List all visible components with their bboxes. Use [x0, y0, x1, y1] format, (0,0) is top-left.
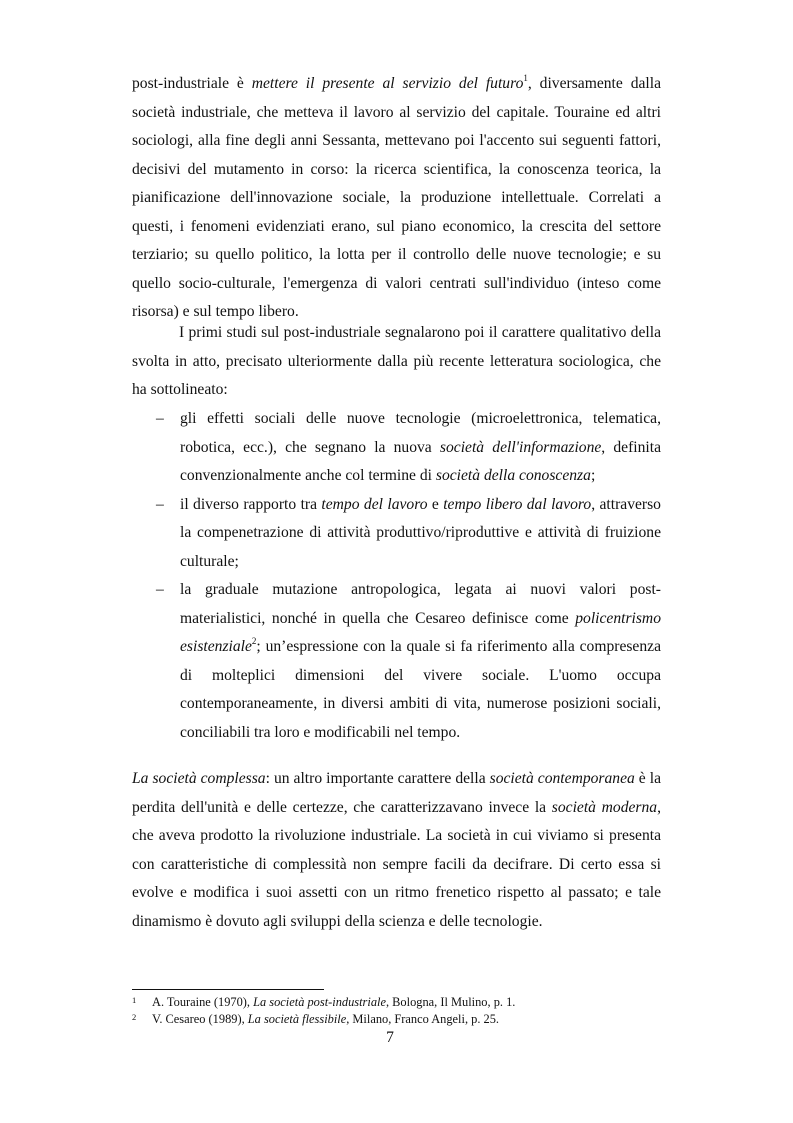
italic-run: società dell'informazione: [439, 438, 602, 456]
italic-run: La società post-industriale: [253, 995, 386, 1009]
text-run: , definita convenzionalmente anche col termine di: [180, 438, 661, 484]
paragraph-societa-complessa: [132, 765, 661, 936]
footnote-ref-1: 1: [523, 72, 528, 83]
text-run: , Bologna, Il Mulino, p. 1.: [385, 995, 516, 1009]
dash-list: [132, 405, 661, 747]
footnotes: [132, 994, 692, 1028]
text-run: A. Touraine (1970),: [152, 995, 254, 1009]
text-run: , Milano, Franco Angeli, p. 25.: [346, 1012, 500, 1026]
dash-bullet: –: [156, 410, 164, 427]
text-run: è la perdita dell'unità e delle certezze, che caratterizzavano invece la: [132, 770, 661, 816]
footnote-1: [132, 994, 692, 1011]
italic-run: tempo libero dal lavoro: [443, 495, 592, 513]
text-run: ; un’espressione con la quale si fa riferimento alla compresenza di molteplici dimensioni del vivere sociale. L'uomo occupa contemporaneamente, in diversi ambiti di vita, numerose posizioni sociali, conciliabili tra loro e modificabili nel tempo.: [180, 638, 661, 741]
footnote-number: 1: [132, 995, 137, 1005]
footnote-divider: [132, 989, 324, 990]
text-run: , che aveva prodotto la rivoluzione industriale. La società in cui viviamo si presenta con caratteristiche di complessità non sempre facili da decifrare. Di certo essa si evolve e modifica i suoi assetti con un ritmo frenetico rispetto al passato; e tale dinamismo è dovuto agli sviluppi della scienza e delle tecnologie.: [132, 798, 662, 930]
text-run: e: [427, 495, 444, 513]
text-run: , attraverso la compenetrazione di attività produttivo/riproduttive e attività di fruizione culturale;: [180, 495, 661, 570]
list-item: [132, 491, 661, 577]
dash-bullet: –: [156, 495, 164, 513]
italic-run: La società flessibile: [247, 1012, 347, 1026]
footnote-ref-2: 2: [251, 635, 257, 646]
text-run: I primi studi sul post-industriale segnalarono poi il carattere qualitativo della svolta in atto, precisato ulteriormente dalla più recente letteratura sociologica, che ha sottolineato:: [132, 324, 661, 398]
text-run: , diversamente dalla società industriale, che metteva il lavoro al servizio del capitale. Touraine ed altri sociologi, alla fine degli anni Sessanta, mettevano poi l'accento sui seguenti fattori, decisivi del mutamento in corso: la ricerca scientifica, la conoscenza teorica, la pianificazione dell'innovazione sociale, la produzione intellettuale. Correlati a questi, i fenomeni evidenziati erano, sul piano economico, la crescita del settore terziario; su quello politico, la lotta per il controllo delle nuove tecnologie; e su quello socio-culturale, l'emergenza di valori centrati sull'individuo (inteso come risorsa) e sul tempo libero.: [132, 75, 662, 320]
text-run: gli effetti sociali delle nuove tecnologie (microelettronica, telematica, robotica, ecc.), che segnano la nuova: [180, 410, 661, 456]
italic-run: tempo del lavoro: [321, 495, 428, 513]
page-number: 7: [386, 1029, 394, 1046]
text-run: ;: [590, 467, 596, 484]
paragraph-post-industrial: [132, 70, 661, 327]
list-item: [132, 576, 661, 747]
italic-run: società moderna: [551, 798, 658, 816]
italic-run: società della conoscenza: [435, 467, 591, 484]
italic-run: policentrismo esistenziale: [180, 609, 661, 655]
paragraph-primi-studi: [132, 319, 661, 405]
text-run: V. Cesareo (1989),: [152, 1012, 248, 1026]
italic-run: La società complessa: [132, 770, 266, 787]
text-run: la graduale mutazione antropologica, legata ai nuovi valori post-materialistici, nonché in quella che Cesareo definisce come: [180, 581, 661, 627]
footnote-2: [132, 1011, 692, 1028]
italic-run: società contemporanea: [489, 770, 635, 787]
dash-bullet: –: [156, 581, 164, 598]
text-run: : un altro importante carattere della: [265, 770, 490, 787]
text-run: il diverso rapporto tra: [180, 495, 322, 513]
text-run: post-industriale è: [132, 75, 252, 92]
footnote-number: 2: [132, 1012, 137, 1022]
list-item: [132, 405, 661, 491]
italic-run: mettere il presente al servizio del futuro: [251, 75, 524, 92]
